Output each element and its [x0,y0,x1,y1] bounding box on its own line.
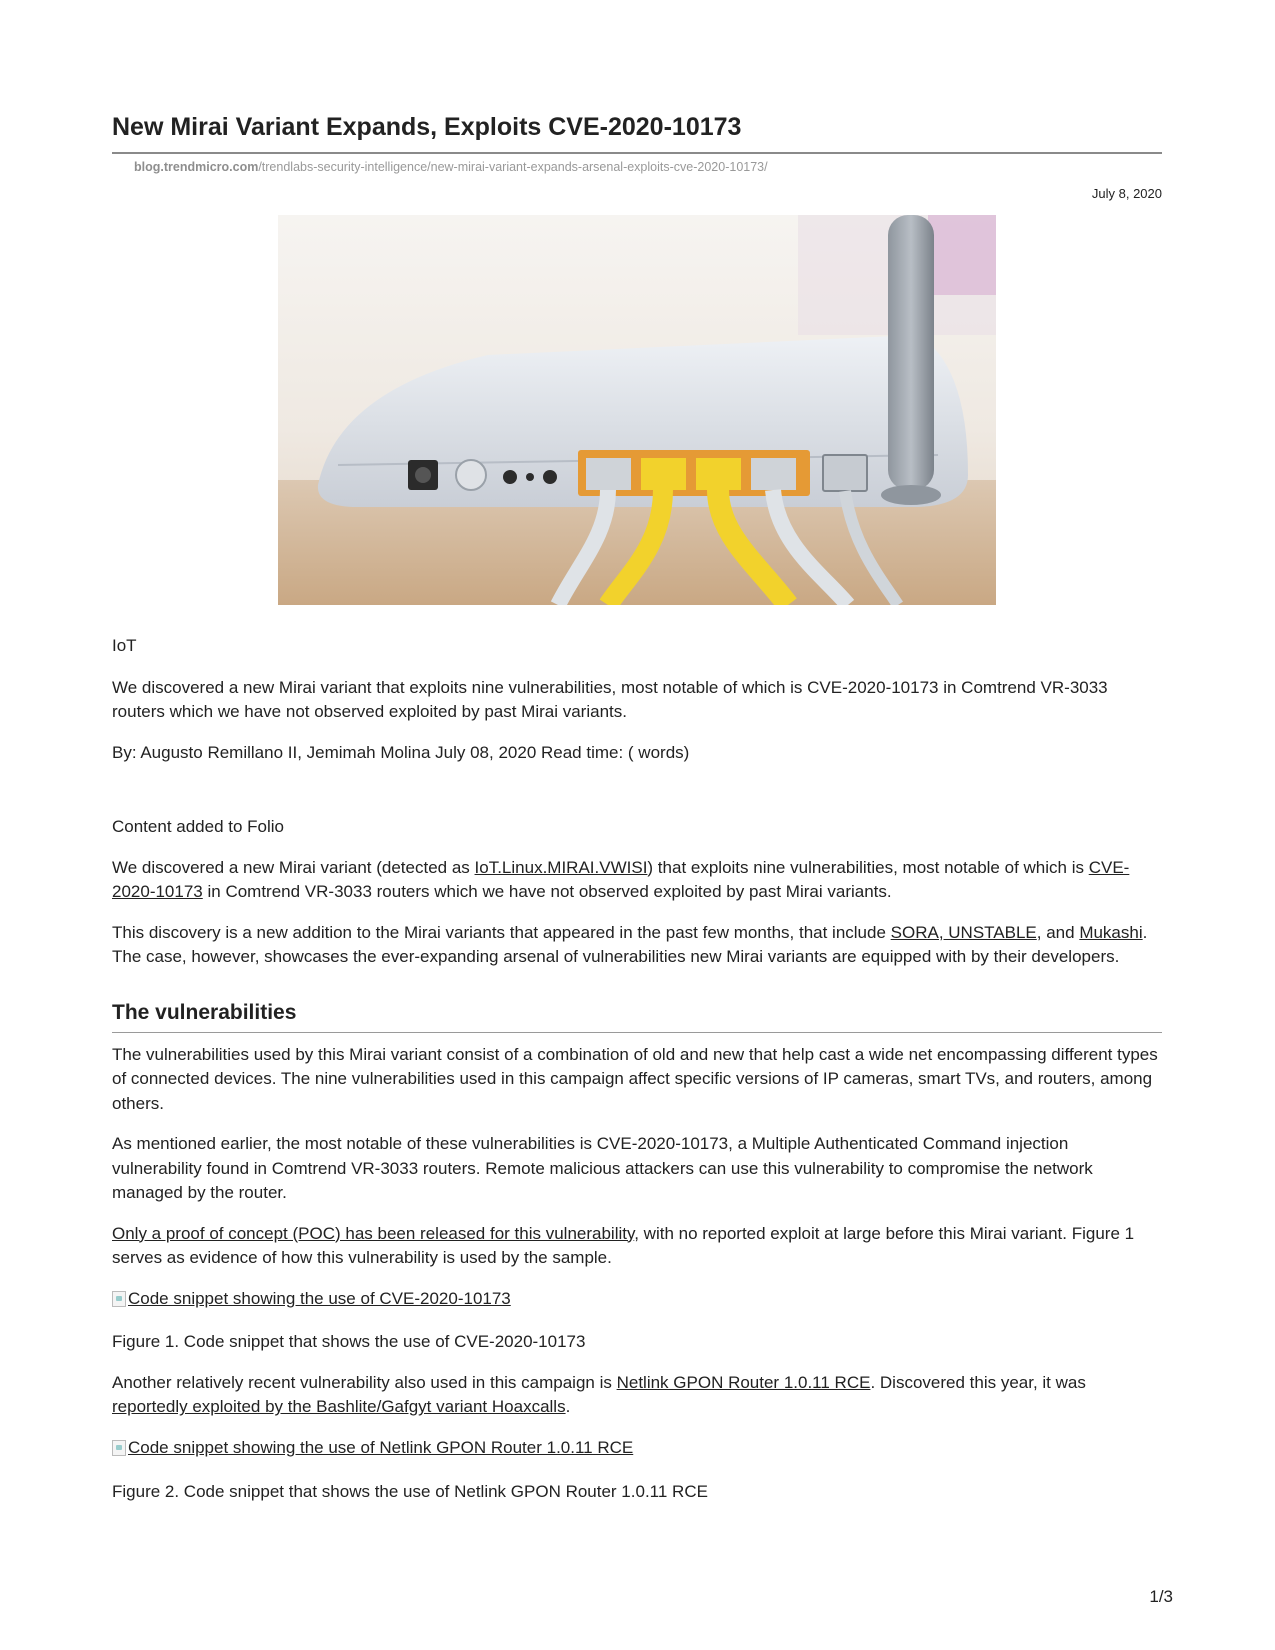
poc-link[interactable]: Only a proof of concept (POC) has been released for this vulnerability [112,1223,635,1243]
broken-image-icon [112,1440,126,1456]
paragraph-1: We discovered a new Mirai variant (detected as IoT.Linux.MIRAI.VWISI) that exploits nine vulnerabilities, most notable of which is CVE-2020-10173 in Comtrend VR-3033 routers which we have not observed exploited by past Mirai variants. [112,857,1130,901]
article-summary: We discovered a new Mirai variant that exploits nine vulnerabilities, most notable of which is CVE-2020-10173 in Comtrend VR-3033 routers which we have not observed exploited by past Mirai variants. [112,677,1108,721]
paragraph-5: Only a proof of concept (POC) has been released for this vulnerability, with no reported exploit at large before this Mirai variant. Figure 1 serves as evidence of how this vulnerability is used by the sample. [112,1223,1135,1267]
router-illustration [278,215,996,605]
figure-1-caption: Figure 1. Code snippet that shows the use of CVE-2020-10173 [112,1332,586,1352]
paragraph-4: As mentioned earlier, the most notable of these vulnerabilities is CVE-2020-10173, a Multiple Authenticated Command injection vulnerability found in Comtrend VR-3033 routers. Remote malicious attackers can use this vulnerability to compromise the network managed by the router. [112,1134,1093,1202]
mukashi-link[interactable]: Mukashi [1079,922,1143,942]
cve-link[interactable]: CVE-2020-10173 [112,857,1130,901]
article-title: New Mirai Variant Expands, Exploits CVE-2020-10173 [112,112,1162,154]
router-photo [278,215,996,605]
section-heading: The vulnerabilities [112,1000,1162,1033]
figure-2-caption: Figure 2. Code snippet that shows the use of Netlink GPON Router 1.0.11 RCE [112,1481,708,1501]
figure-1-image [112,1287,1162,1315]
article-byline: By: Augusto Remillano II, Jemimah Molina July 08, 2020 Read time: ( words) [112,742,690,762]
source-url [134,160,1162,174]
netlink-gpon-link[interactable]: Netlink GPON Router 1.0.11 RCE [616,1372,871,1392]
figure-2-image [112,1436,1162,1464]
detection-name-link[interactable]: IoT.Linux.MIRAI.VWISI [474,857,648,877]
article [112,112,1162,1504]
figure-2-image-link[interactable]: Code snippet showing the use of Netlink GPON Router 1.0.11 RCE [112,1436,633,1461]
source-domain: blog.trendmicro.com [134,160,259,174]
hoaxcalls-link[interactable]: reportedly exploited by the Bashlite/Gafgyt variant Hoaxcalls [112,1397,566,1417]
article-date: July 8, 2020 [1091,186,1162,201]
folio-note: Content added to Folio [112,817,285,836]
sora-unstable-link[interactable]: SORA, UNSTABLE [890,922,1037,942]
page-number: 1/3 [1149,1587,1173,1606]
broken-image-icon [112,1291,126,1307]
paragraph-2: This discovery is a new addition to the Mirai variants that appeared in the past few months, that include SORA, UNSTABLE, and Mukashi. The case, however, showcases the ever-expanding arsenal of vulnerabilities new Mirai variants are equipped with by their developers. [112,922,1148,966]
article-category: IoT [112,636,137,655]
paragraph-3: The vulnerabilities used by this Mirai variant consist of a combination of old and new that help cast a wide net encompassing different types of connected devices. The nine vulnerabilities used in this campaign affect specific versions of IP cameras, smart TVs, and routers, among others. [112,1044,1158,1113]
source-path: /trendlabs-security-intelligence/new-mirai-variant-expands-arsenal-exploits-cve-2020-10173/ [258,160,768,174]
paragraph-6: Another relatively recent vulnerability also used in this campaign is Netlink GPON Router 1.0.11 RCE. Discovered this year, it was reportedly exploited by the Bashlite/Gafgyt variant Hoaxcalls. [112,1372,1086,1417]
figure-1-image-link[interactable]: Code snippet showing the use of CVE-2020-10173 [112,1287,511,1312]
